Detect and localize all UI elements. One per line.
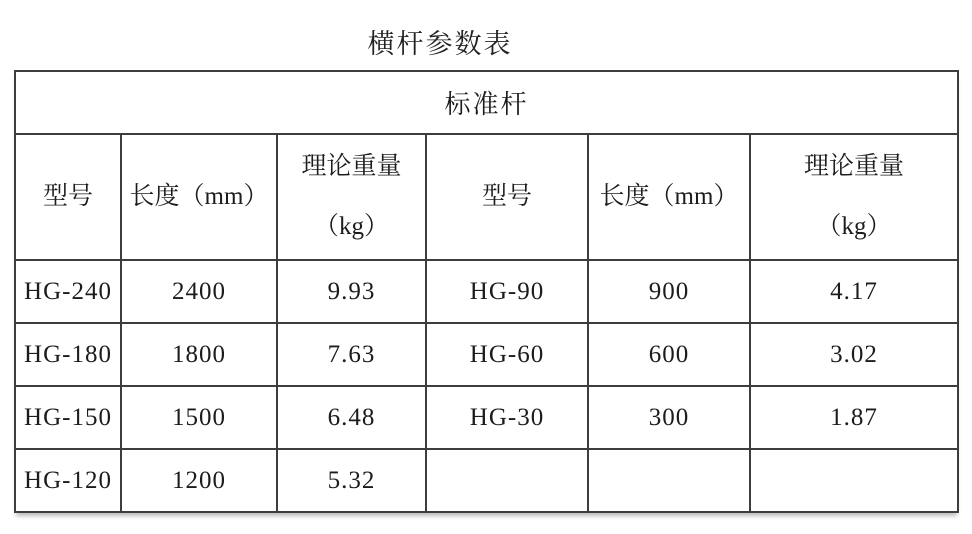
cell-model: HG-30: [426, 386, 588, 449]
cell-length: 1800: [121, 323, 277, 386]
cell-length: 300: [588, 386, 750, 449]
cell-weight: 7.63: [277, 323, 426, 386]
column-header-weight-right: [750, 134, 958, 260]
column-header-length-right: 长度（mm）: [588, 134, 750, 260]
cell-model: HG-60: [426, 323, 588, 386]
table-row: [15, 386, 958, 449]
cell-weight: 6.48: [277, 386, 426, 449]
cell-model-empty: [426, 449, 588, 512]
cell-model: HG-240: [15, 260, 121, 323]
cell-length: 900: [588, 260, 750, 323]
cell-length-empty: [588, 449, 750, 512]
cell-model: HG-90: [426, 260, 588, 323]
weight-label-line1: 理论重量: [804, 153, 905, 180]
cell-weight: 3.02: [750, 323, 958, 386]
table-row: [15, 449, 958, 512]
parameter-table: [14, 70, 959, 513]
column-header-model-left: 型号: [15, 134, 121, 260]
column-header-length-left: 长度（mm）: [121, 134, 277, 260]
weight-label-line2: （kg）: [816, 213, 892, 240]
column-header-row: [15, 134, 958, 260]
cell-weight-empty: [750, 449, 958, 512]
merged-header-row: [15, 71, 958, 134]
cell-model: HG-120: [15, 449, 121, 512]
table-row: [15, 323, 958, 386]
cell-weight: 4.17: [750, 260, 958, 323]
table-row: [15, 260, 958, 323]
weight-label-line1: 理论重量: [301, 153, 402, 180]
cell-model: HG-180: [15, 323, 121, 386]
merged-header-cell: 标准杆: [15, 71, 958, 134]
page-title: 横杆参数表: [367, 29, 513, 59]
cell-model: HG-150: [15, 386, 121, 449]
column-header-weight-left: [277, 134, 426, 260]
cell-length: 600: [588, 323, 750, 386]
cell-length: 2400: [121, 260, 277, 323]
cell-weight: 1.87: [750, 386, 958, 449]
cell-length: 1500: [121, 386, 277, 449]
cell-weight: 9.93: [277, 260, 426, 323]
cell-length: 1200: [121, 449, 277, 512]
column-header-model-right: 型号: [426, 134, 588, 260]
weight-label-line2: （kg）: [313, 213, 389, 240]
cell-weight: 5.32: [277, 449, 426, 512]
